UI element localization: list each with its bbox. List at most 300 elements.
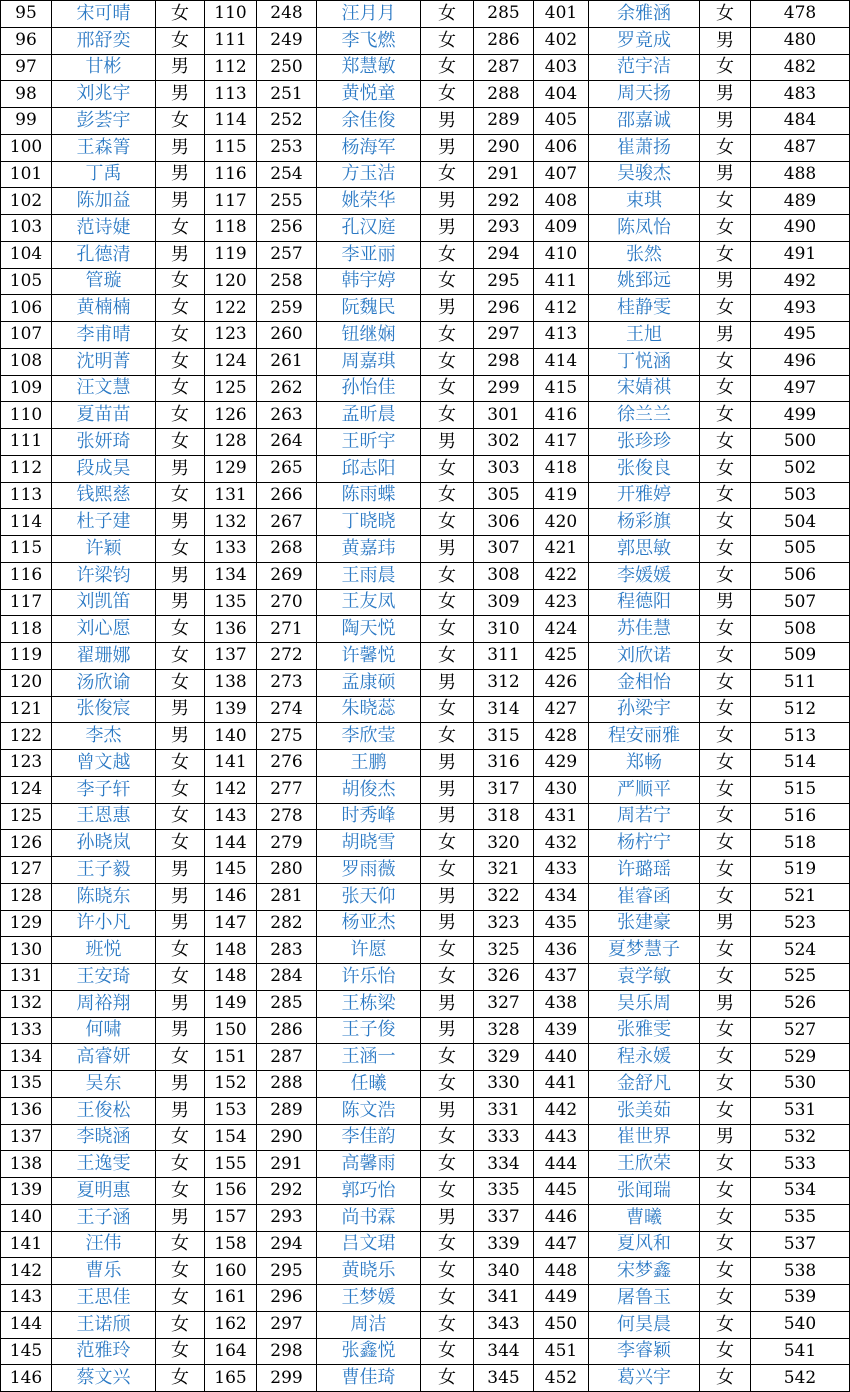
student-name-cell: 管璇 xyxy=(52,268,156,295)
serial-right-cell: 448 xyxy=(534,1258,589,1285)
serial-middle-cell: 257 xyxy=(257,241,317,268)
rank-a-cell: 116 xyxy=(205,161,257,188)
serial-right-cell: 402 xyxy=(534,27,589,54)
student-name-cell: 班悦 xyxy=(52,937,156,964)
student-name-cell: 王逸雯 xyxy=(52,1151,156,1178)
serial-middle-cell: 254 xyxy=(257,161,317,188)
student-gender-cell: 男 xyxy=(156,696,205,723)
student-name-cell: 吴骏杰 xyxy=(589,161,700,188)
student-name-cell: 范诗婕 xyxy=(52,215,156,242)
table-row xyxy=(1,455,850,482)
rank-b-cell: 292 xyxy=(474,188,534,215)
student-gender-cell: 男 xyxy=(421,536,474,563)
rank-c-cell: 526 xyxy=(751,990,850,1017)
student-gender-cell: 男 xyxy=(156,188,205,215)
student-gender-cell: 男 xyxy=(156,589,205,616)
rank-c-cell: 540 xyxy=(751,1311,850,1338)
rank-a-cell: 165 xyxy=(205,1365,257,1392)
student-gender-cell: 女 xyxy=(700,1,751,28)
serial-right-cell: 407 xyxy=(534,161,589,188)
serial-right-cell: 419 xyxy=(534,482,589,509)
rank-c-cell: 513 xyxy=(751,723,850,750)
student-name-cell: 黄晓乐 xyxy=(317,1258,421,1285)
student-name-cell: 杨柠宁 xyxy=(589,830,700,857)
rank-b-cell: 285 xyxy=(474,1,534,28)
rank-a-cell: 123 xyxy=(205,322,257,349)
student-gender-cell: 女 xyxy=(156,322,205,349)
student-gender-cell: 男 xyxy=(421,295,474,322)
student-gender-cell: 女 xyxy=(421,1231,474,1258)
serial-left-cell: 138 xyxy=(1,1151,52,1178)
student-name-cell: 张然 xyxy=(589,241,700,268)
student-gender-cell: 女 xyxy=(421,1,474,28)
student-name-cell: 宋梦鑫 xyxy=(589,1258,700,1285)
rank-b-cell: 334 xyxy=(474,1151,534,1178)
serial-middle-cell: 255 xyxy=(257,188,317,215)
table-row xyxy=(1,268,850,295)
rank-a-cell: 122 xyxy=(205,295,257,322)
table-row xyxy=(1,429,850,456)
table-row xyxy=(1,81,850,108)
rank-a-cell: 139 xyxy=(205,696,257,723)
rank-c-cell: 542 xyxy=(751,1365,850,1392)
rank-a-cell: 145 xyxy=(205,857,257,884)
rank-c-cell: 539 xyxy=(751,1285,850,1312)
student-name-cell: 程永媛 xyxy=(589,1044,700,1071)
student-gender-cell: 女 xyxy=(700,1285,751,1312)
serial-left-cell: 142 xyxy=(1,1258,52,1285)
student-name-cell: 崔萧扬 xyxy=(589,134,700,161)
serial-left-cell: 105 xyxy=(1,268,52,295)
table-row xyxy=(1,295,850,322)
rank-c-cell: 512 xyxy=(751,696,850,723)
serial-right-cell: 416 xyxy=(534,402,589,429)
student-name-cell: 夏梦慧子 xyxy=(589,937,700,964)
serial-left-cell: 107 xyxy=(1,322,52,349)
rank-c-cell: 525 xyxy=(751,964,850,991)
student-name-cell: 蔡文兴 xyxy=(52,1365,156,1392)
student-gender-cell: 女 xyxy=(421,562,474,589)
table-row xyxy=(1,322,850,349)
rank-c-cell: 516 xyxy=(751,803,850,830)
student-name-cell: 李甫晴 xyxy=(52,322,156,349)
student-name-cell: 许颖 xyxy=(52,536,156,563)
serial-left-cell: 110 xyxy=(1,402,52,429)
rank-c-cell: 511 xyxy=(751,669,850,696)
serial-middle-cell: 294 xyxy=(257,1231,317,1258)
student-gender-cell: 女 xyxy=(700,348,751,375)
serial-right-cell: 424 xyxy=(534,616,589,643)
rank-a-cell: 118 xyxy=(205,215,257,242)
rank-c-cell: 506 xyxy=(751,562,850,589)
rank-b-cell: 325 xyxy=(474,937,534,964)
serial-middle-cell: 275 xyxy=(257,723,317,750)
student-name-cell: 周若宁 xyxy=(589,803,700,830)
student-name-cell: 余佳俊 xyxy=(317,108,421,135)
rank-a-cell: 111 xyxy=(205,27,257,54)
student-gender-cell: 男 xyxy=(700,990,751,1017)
serial-right-cell: 411 xyxy=(534,268,589,295)
table-row xyxy=(1,643,850,670)
student-gender-cell: 女 xyxy=(421,1044,474,1071)
student-gender-cell: 女 xyxy=(421,830,474,857)
student-gender-cell: 女 xyxy=(700,1017,751,1044)
student-gender-cell: 女 xyxy=(700,1071,751,1098)
student-gender-cell: 男 xyxy=(700,27,751,54)
serial-right-cell: 428 xyxy=(534,723,589,750)
table-row xyxy=(1,1178,850,1205)
rank-b-cell: 293 xyxy=(474,215,534,242)
student-gender-cell: 女 xyxy=(156,750,205,777)
student-name-cell: 周嘉琪 xyxy=(317,348,421,375)
serial-right-cell: 450 xyxy=(534,1311,589,1338)
student-gender-cell: 男 xyxy=(421,990,474,1017)
serial-middle-cell: 272 xyxy=(257,643,317,670)
serial-middle-cell: 266 xyxy=(257,482,317,509)
serial-left-cell: 137 xyxy=(1,1124,52,1151)
student-gender-cell: 女 xyxy=(700,1311,751,1338)
table-row xyxy=(1,1204,850,1231)
serial-left-cell: 134 xyxy=(1,1044,52,1071)
student-name-cell: 杨海军 xyxy=(317,134,421,161)
rank-c-cell: 509 xyxy=(751,643,850,670)
student-name-cell: 金舒凡 xyxy=(589,1071,700,1098)
table-row xyxy=(1,1124,850,1151)
student-name-cell: 宋可晴 xyxy=(52,1,156,28)
rank-a-cell: 112 xyxy=(205,54,257,81)
student-name-cell: 王安琦 xyxy=(52,964,156,991)
student-gender-cell: 女 xyxy=(421,589,474,616)
serial-middle-cell: 282 xyxy=(257,910,317,937)
rank-a-cell: 147 xyxy=(205,910,257,937)
student-gender-cell: 女 xyxy=(156,1151,205,1178)
student-gender-cell: 女 xyxy=(156,295,205,322)
table-row xyxy=(1,1071,850,1098)
student-gender-cell: 女 xyxy=(421,375,474,402)
serial-left-cell: 104 xyxy=(1,241,52,268)
student-name-cell: 钮继娴 xyxy=(317,322,421,349)
serial-middle-cell: 264 xyxy=(257,429,317,456)
rank-a-cell: 132 xyxy=(205,509,257,536)
student-gender-cell: 女 xyxy=(700,1151,751,1178)
serial-left-cell: 116 xyxy=(1,562,52,589)
serial-right-cell: 408 xyxy=(534,188,589,215)
student-name-cell: 吴东 xyxy=(52,1071,156,1098)
student-name-cell: 黄悦童 xyxy=(317,81,421,108)
rank-b-cell: 333 xyxy=(474,1124,534,1151)
rank-b-cell: 329 xyxy=(474,1044,534,1071)
student-name-cell: 张美茹 xyxy=(589,1097,700,1124)
serial-middle-cell: 262 xyxy=(257,375,317,402)
student-gender-cell: 女 xyxy=(421,964,474,991)
serial-middle-cell: 273 xyxy=(257,669,317,696)
student-gender-cell: 女 xyxy=(156,1,205,28)
rank-c-cell: 507 xyxy=(751,589,850,616)
serial-right-cell: 403 xyxy=(534,54,589,81)
serial-middle-cell: 252 xyxy=(257,108,317,135)
serial-middle-cell: 288 xyxy=(257,1071,317,1098)
student-name-cell: 周裕翔 xyxy=(52,990,156,1017)
student-name-cell: 钱熙慈 xyxy=(52,482,156,509)
rank-a-cell: 149 xyxy=(205,990,257,1017)
rank-b-cell: 296 xyxy=(474,295,534,322)
student-name-cell: 陶天悦 xyxy=(317,616,421,643)
student-name-cell: 束琪 xyxy=(589,188,700,215)
student-name-cell: 陈凤怡 xyxy=(589,215,700,242)
student-name-cell: 崔睿函 xyxy=(589,883,700,910)
student-gender-cell: 男 xyxy=(156,990,205,1017)
rank-a-cell: 141 xyxy=(205,750,257,777)
student-gender-cell: 女 xyxy=(700,830,751,857)
student-name-cell: 范宇洁 xyxy=(589,54,700,81)
student-gender-cell: 女 xyxy=(700,509,751,536)
rank-c-cell: 505 xyxy=(751,536,850,563)
student-gender-cell: 女 xyxy=(421,268,474,295)
student-gender-cell: 女 xyxy=(156,1338,205,1365)
serial-left-cell: 106 xyxy=(1,295,52,322)
student-name-cell: 王梦媛 xyxy=(317,1285,421,1312)
table-row xyxy=(1,776,850,803)
serial-left-cell: 108 xyxy=(1,348,52,375)
student-name-cell: 李欣莹 xyxy=(317,723,421,750)
student-name-cell: 杨亚杰 xyxy=(317,910,421,937)
student-name-cell: 王友凤 xyxy=(317,589,421,616)
serial-left-cell: 125 xyxy=(1,803,52,830)
serial-right-cell: 432 xyxy=(534,830,589,857)
rank-c-cell: 530 xyxy=(751,1071,850,1098)
rank-a-cell: 136 xyxy=(205,616,257,643)
rank-a-cell: 156 xyxy=(205,1178,257,1205)
student-name-cell: 桂静雯 xyxy=(589,295,700,322)
rank-b-cell: 309 xyxy=(474,589,534,616)
serial-right-cell: 436 xyxy=(534,937,589,964)
serial-middle-cell: 277 xyxy=(257,776,317,803)
serial-left-cell: 113 xyxy=(1,482,52,509)
rank-a-cell: 160 xyxy=(205,1258,257,1285)
student-gender-cell: 男 xyxy=(156,54,205,81)
student-gender-cell: 女 xyxy=(700,1231,751,1258)
student-gender-cell: 女 xyxy=(421,937,474,964)
rank-a-cell: 158 xyxy=(205,1231,257,1258)
student-gender-cell: 女 xyxy=(700,295,751,322)
student-name-cell: 陈晓东 xyxy=(52,883,156,910)
rank-a-cell: 161 xyxy=(205,1285,257,1312)
rank-a-cell: 128 xyxy=(205,429,257,456)
table-row xyxy=(1,883,850,910)
rank-c-cell: 483 xyxy=(751,81,850,108)
serial-left-cell: 111 xyxy=(1,429,52,456)
student-name-cell: 罗竟成 xyxy=(589,27,700,54)
student-name-cell: 徐兰兰 xyxy=(589,402,700,429)
rank-c-cell: 538 xyxy=(751,1258,850,1285)
serial-right-cell: 451 xyxy=(534,1338,589,1365)
student-name-cell: 孟昕晨 xyxy=(317,402,421,429)
rank-b-cell: 299 xyxy=(474,375,534,402)
student-gender-cell: 女 xyxy=(421,1338,474,1365)
rank-a-cell: 148 xyxy=(205,964,257,991)
student-name-cell: 刘凯笛 xyxy=(52,589,156,616)
serial-right-cell: 406 xyxy=(534,134,589,161)
rank-a-cell: 134 xyxy=(205,562,257,589)
student-gender-cell: 女 xyxy=(700,1097,751,1124)
rank-c-cell: 534 xyxy=(751,1178,850,1205)
table-row xyxy=(1,241,850,268)
serial-middle-cell: 281 xyxy=(257,883,317,910)
student-name-cell: 邱志阳 xyxy=(317,455,421,482)
rank-a-cell: 133 xyxy=(205,536,257,563)
serial-right-cell: 405 xyxy=(534,108,589,135)
student-name-cell: 张俊宸 xyxy=(52,696,156,723)
serial-left-cell: 133 xyxy=(1,1017,52,1044)
serial-right-cell: 437 xyxy=(534,964,589,991)
student-gender-cell: 男 xyxy=(700,1124,751,1151)
student-gender-cell: 女 xyxy=(700,1044,751,1071)
table-row xyxy=(1,482,850,509)
student-gender-cell: 女 xyxy=(421,1124,474,1151)
table-row xyxy=(1,937,850,964)
serial-right-cell: 447 xyxy=(534,1231,589,1258)
serial-middle-cell: 250 xyxy=(257,54,317,81)
student-name-cell: 方玉洁 xyxy=(317,161,421,188)
student-gender-cell: 女 xyxy=(700,536,751,563)
student-gender-cell: 男 xyxy=(700,161,751,188)
rank-c-cell: 489 xyxy=(751,188,850,215)
rank-b-cell: 327 xyxy=(474,990,534,1017)
student-gender-cell: 女 xyxy=(156,830,205,857)
student-name-cell: 王旭 xyxy=(589,322,700,349)
rank-a-cell: 146 xyxy=(205,883,257,910)
student-gender-cell: 男 xyxy=(156,723,205,750)
student-gender-cell: 女 xyxy=(421,1178,474,1205)
table-row xyxy=(1,857,850,884)
student-gender-cell: 女 xyxy=(700,723,751,750)
student-gender-cell: 男 xyxy=(421,883,474,910)
serial-right-cell: 412 xyxy=(534,295,589,322)
serial-left-cell: 114 xyxy=(1,509,52,536)
student-gender-cell: 男 xyxy=(156,883,205,910)
student-name-cell: 孔汉庭 xyxy=(317,215,421,242)
student-gender-cell: 男 xyxy=(156,81,205,108)
student-gender-cell: 女 xyxy=(700,776,751,803)
rank-c-cell: 531 xyxy=(751,1097,850,1124)
student-name-cell: 邢舒奕 xyxy=(52,27,156,54)
student-name-cell: 杨彩旗 xyxy=(589,509,700,536)
student-name-cell: 甘彬 xyxy=(52,54,156,81)
student-name-cell: 李媛媛 xyxy=(589,562,700,589)
student-gender-cell: 女 xyxy=(156,776,205,803)
student-name-cell: 杜子建 xyxy=(52,509,156,536)
student-name-cell: 陈雨蝶 xyxy=(317,482,421,509)
serial-right-cell: 443 xyxy=(534,1124,589,1151)
student-name-cell: 胡俊杰 xyxy=(317,776,421,803)
table-row xyxy=(1,402,850,429)
serial-left-cell: 98 xyxy=(1,81,52,108)
serial-middle-cell: 289 xyxy=(257,1097,317,1124)
table-row xyxy=(1,348,850,375)
serial-left-cell: 118 xyxy=(1,616,52,643)
serial-middle-cell: 259 xyxy=(257,295,317,322)
rank-c-cell: 523 xyxy=(751,910,850,937)
rank-b-cell: 335 xyxy=(474,1178,534,1205)
student-gender-cell: 女 xyxy=(156,1311,205,1338)
rank-b-cell: 295 xyxy=(474,268,534,295)
rank-b-cell: 310 xyxy=(474,616,534,643)
serial-right-cell: 429 xyxy=(534,750,589,777)
student-name-cell: 严顺平 xyxy=(589,776,700,803)
student-gender-cell: 女 xyxy=(700,857,751,884)
student-gender-cell: 女 xyxy=(700,696,751,723)
serial-right-cell: 431 xyxy=(534,803,589,830)
serial-right-cell: 404 xyxy=(534,81,589,108)
rank-b-cell: 326 xyxy=(474,964,534,991)
rank-a-cell: 124 xyxy=(205,348,257,375)
student-name-cell: 宋婧祺 xyxy=(589,375,700,402)
rank-b-cell: 330 xyxy=(474,1071,534,1098)
table-row xyxy=(1,188,850,215)
rank-a-cell: 131 xyxy=(205,482,257,509)
serial-left-cell: 109 xyxy=(1,375,52,402)
student-name-cell: 汪伟 xyxy=(52,1231,156,1258)
table-row xyxy=(1,1338,850,1365)
serial-middle-cell: 287 xyxy=(257,1044,317,1071)
student-name-cell: 张闻瑞 xyxy=(589,1178,700,1205)
student-name-cell: 李子轩 xyxy=(52,776,156,803)
student-name-cell: 李睿颖 xyxy=(589,1338,700,1365)
student-name-cell: 高睿妍 xyxy=(52,1044,156,1071)
student-name-cell: 王鹏 xyxy=(317,750,421,777)
table-row xyxy=(1,669,850,696)
student-name-cell: 吕文珺 xyxy=(317,1231,421,1258)
serial-right-cell: 439 xyxy=(534,1017,589,1044)
student-gender-cell: 女 xyxy=(700,188,751,215)
student-gender-cell: 男 xyxy=(156,509,205,536)
student-gender-cell: 女 xyxy=(421,1258,474,1285)
serial-left-cell: 103 xyxy=(1,215,52,242)
student-name-cell: 孙晓岚 xyxy=(52,830,156,857)
serial-middle-cell: 292 xyxy=(257,1178,317,1205)
student-name-cell: 孙怡佳 xyxy=(317,375,421,402)
student-gender-cell: 女 xyxy=(156,669,205,696)
student-name-cell: 阮魏民 xyxy=(317,295,421,322)
table-row xyxy=(1,964,850,991)
table-row xyxy=(1,1231,850,1258)
student-gender-cell: 女 xyxy=(700,937,751,964)
serial-right-cell: 449 xyxy=(534,1285,589,1312)
rank-a-cell: 117 xyxy=(205,188,257,215)
table-row xyxy=(1,54,850,81)
serial-left-cell: 146 xyxy=(1,1365,52,1392)
table-row xyxy=(1,1097,850,1124)
student-gender-cell: 女 xyxy=(156,1178,205,1205)
student-gender-cell: 男 xyxy=(700,589,751,616)
student-gender-cell: 女 xyxy=(700,1258,751,1285)
rank-b-cell: 303 xyxy=(474,455,534,482)
rank-a-cell: 151 xyxy=(205,1044,257,1071)
student-gender-cell: 女 xyxy=(700,883,751,910)
rank-a-cell: 135 xyxy=(205,589,257,616)
student-gender-cell: 女 xyxy=(421,643,474,670)
serial-left-cell: 120 xyxy=(1,669,52,696)
serial-right-cell: 442 xyxy=(534,1097,589,1124)
serial-left-cell: 112 xyxy=(1,455,52,482)
student-name-cell: 许乐怡 xyxy=(317,964,421,991)
rank-c-cell: 497 xyxy=(751,375,850,402)
rank-b-cell: 287 xyxy=(474,54,534,81)
rank-c-cell: 480 xyxy=(751,27,850,54)
rank-c-cell: 535 xyxy=(751,1204,850,1231)
serial-middle-cell: 271 xyxy=(257,616,317,643)
serial-middle-cell: 280 xyxy=(257,857,317,884)
